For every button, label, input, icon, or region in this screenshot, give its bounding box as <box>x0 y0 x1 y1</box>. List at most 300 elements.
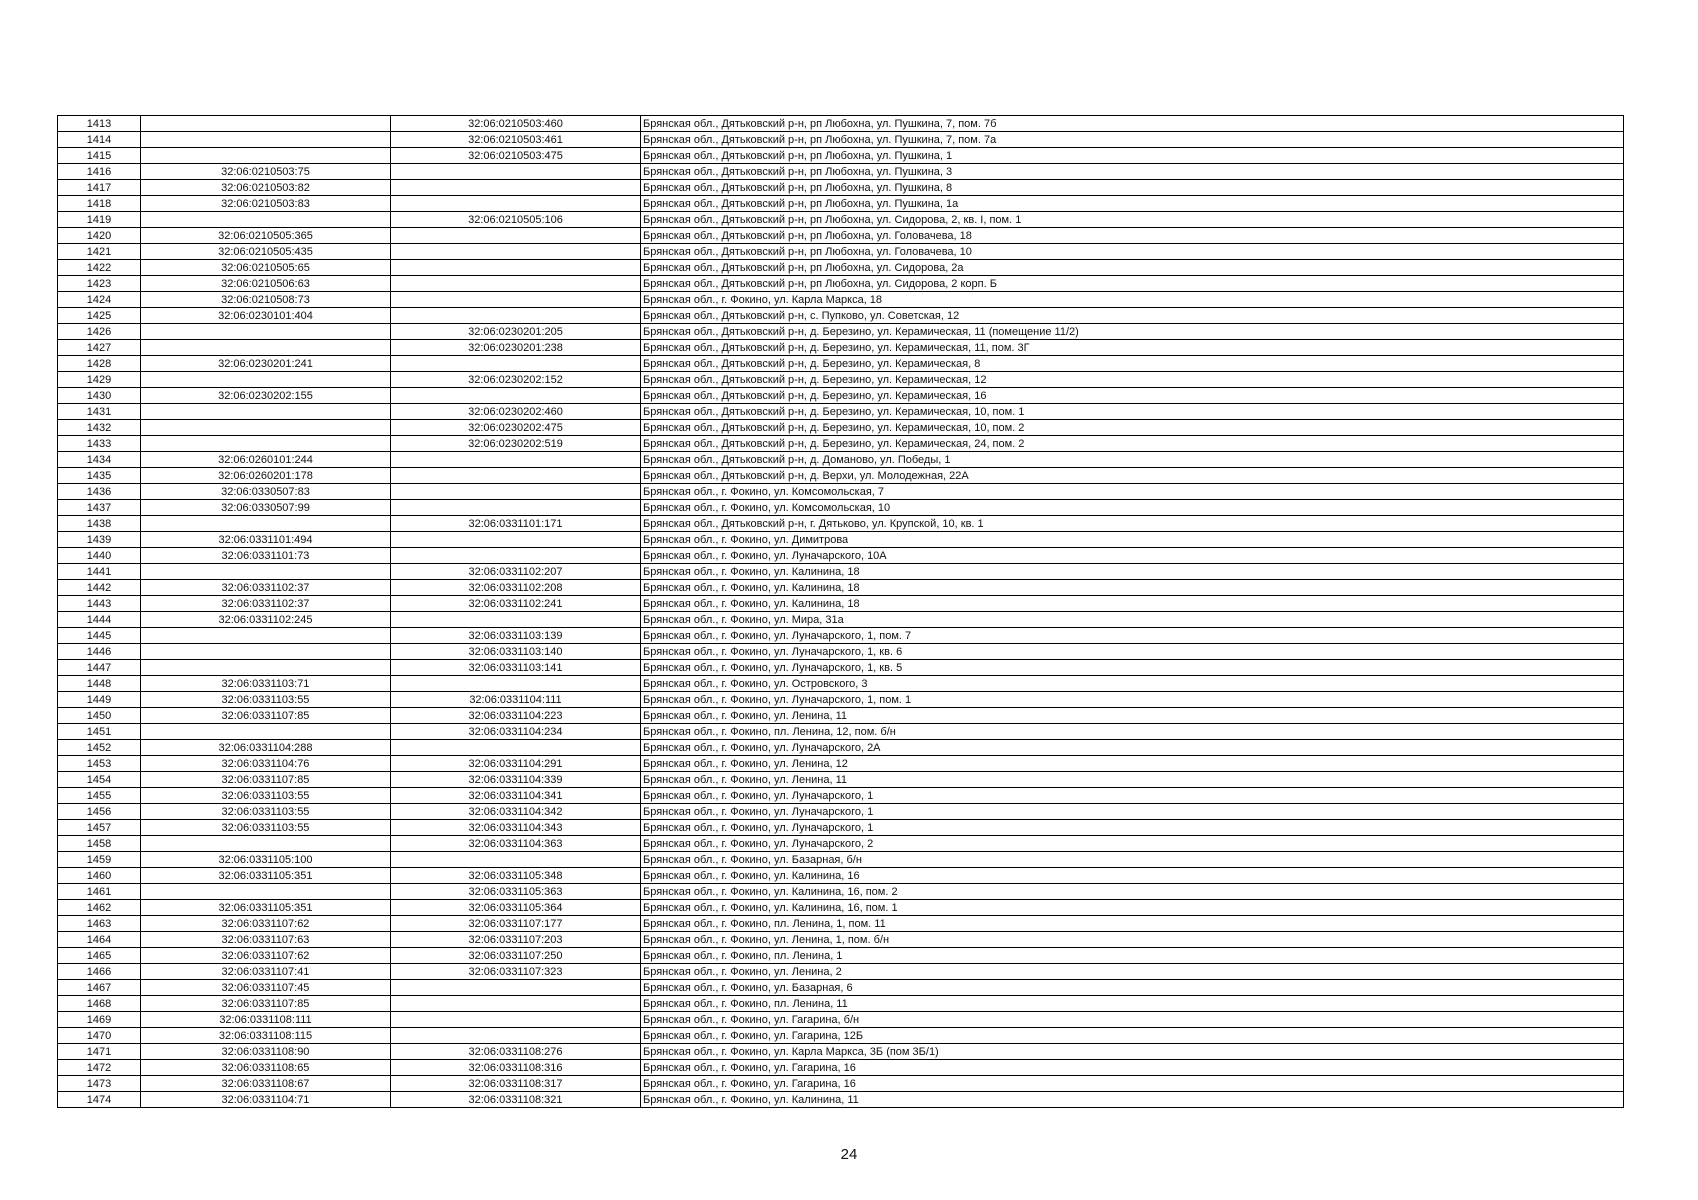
address-cell: Брянская обл., Дятьковский р-н, д. Березино, ул. Керамическая, 10, пом. 1 <box>641 404 1624 420</box>
address-cell: Брянская обл., г. Фокино, ул. Калинина, 18 <box>641 596 1624 612</box>
land-cadastral-number-cell: 32:06:0331107:45 <box>141 980 391 996</box>
table-row <box>58 820 1624 836</box>
table-row <box>58 212 1624 228</box>
address-cell: Брянская обл., г. Фокино, ул. Калинина, 16, пом. 1 <box>641 900 1624 916</box>
building-cadastral-number-cell: 32:06:0230201:238 <box>391 340 641 356</box>
address-cell: Брянская обл., г. Фокино, ул. Калинина, 18 <box>641 564 1624 580</box>
address-cell: Брянская обл., г. Фокино, ул. Карла Маркса, 18 <box>641 292 1624 308</box>
address-cell: Брянская обл., г. Фокино, ул. Ленина, 11 <box>641 708 1624 724</box>
table-row <box>58 1044 1624 1060</box>
row-number-cell: 1413 <box>58 116 141 132</box>
land-cadastral-number-cell: 32:06:0331108:90 <box>141 1044 391 1060</box>
row-number-cell: 1414 <box>58 132 141 148</box>
row-number-cell: 1450 <box>58 708 141 724</box>
table-row <box>58 580 1624 596</box>
address-cell: Брянская обл., Дятьковский р-н, д. Березино, ул. Керамическая, 12 <box>641 372 1624 388</box>
land-cadastral-number-cell: 32:06:0331108:67 <box>141 1076 391 1092</box>
building-cadastral-number-cell: 32:06:0230202:152 <box>391 372 641 388</box>
address-cell: Брянская обл., Дятьковский р-н, д. Березино, ул. Керамическая, 8 <box>641 356 1624 372</box>
building-cadastral-number-cell: 32:06:0331104:342 <box>391 804 641 820</box>
address-cell: Брянская обл., г. Фокино, ул. Комсомольская, 7 <box>641 484 1624 500</box>
row-number-cell: 1457 <box>58 820 141 836</box>
address-cell: Брянская обл., г. Фокино, ул. Мира, 31а <box>641 612 1624 628</box>
table-row <box>58 356 1624 372</box>
row-number-cell: 1443 <box>58 596 141 612</box>
table-row <box>58 484 1624 500</box>
land-cadastral-number-cell <box>141 148 391 164</box>
building-cadastral-number-cell <box>391 180 641 196</box>
building-cadastral-number-cell: 32:06:0331108:276 <box>391 1044 641 1060</box>
row-number-cell: 1451 <box>58 724 141 740</box>
table-row <box>58 116 1624 132</box>
address-cell: Брянская обл., Дятьковский р-н, д. Верхи, ул. Молодежная, 22А <box>641 468 1624 484</box>
row-number-cell: 1438 <box>58 516 141 532</box>
table-row <box>58 260 1624 276</box>
building-cadastral-number-cell: 32:06:0331102:207 <box>391 564 641 580</box>
table-row <box>58 628 1624 644</box>
land-cadastral-number-cell: 32:06:0331105:351 <box>141 868 391 884</box>
row-number-cell: 1422 <box>58 260 141 276</box>
row-number-cell: 1471 <box>58 1044 141 1060</box>
row-number-cell: 1427 <box>58 340 141 356</box>
address-cell: Брянская обл., г. Фокино, ул. Калинина, 16, пом. 2 <box>641 884 1624 900</box>
row-number-cell: 1433 <box>58 436 141 452</box>
row-number-cell: 1434 <box>58 452 141 468</box>
building-cadastral-number-cell <box>391 244 641 260</box>
land-cadastral-number-cell: 32:06:0331103:55 <box>141 820 391 836</box>
table-row <box>58 804 1624 820</box>
table-row <box>58 772 1624 788</box>
table-row <box>58 980 1624 996</box>
address-cell: Брянская обл., Дятьковский р-н, рп Любохна, ул. Сидорова, 2, кв. I, пом. 1 <box>641 212 1624 228</box>
table-row <box>58 308 1624 324</box>
row-number-cell: 1425 <box>58 308 141 324</box>
row-number-cell: 1423 <box>58 276 141 292</box>
building-cadastral-number-cell: 32:06:0230202:475 <box>391 420 641 436</box>
table-row <box>58 324 1624 340</box>
land-cadastral-number-cell: 32:06:0331107:41 <box>141 964 391 980</box>
row-number-cell: 1430 <box>58 388 141 404</box>
land-cadastral-number-cell: 32:06:0210505:65 <box>141 260 391 276</box>
land-cadastral-number-cell: 32:06:0331103:55 <box>141 788 391 804</box>
row-number-cell: 1455 <box>58 788 141 804</box>
land-cadastral-number-cell: 32:06:0331102:245 <box>141 612 391 628</box>
address-cell: Брянская обл., Дятьковский р-н, г. Дятьково, ул. Крупской, 10, кв. 1 <box>641 516 1624 532</box>
address-cell: Брянская обл., Дятьковский р-н, рп Любохна, ул. Пушкина, 1а <box>641 196 1624 212</box>
table-row <box>58 996 1624 1012</box>
building-cadastral-number-cell <box>391 1012 641 1028</box>
address-cell: Брянская обл., г. Фокино, ул. Луначарского, 1, пом. 7 <box>641 628 1624 644</box>
row-number-cell: 1437 <box>58 500 141 516</box>
table-row <box>58 228 1624 244</box>
table-row <box>58 932 1624 948</box>
table-row <box>58 452 1624 468</box>
address-cell: Брянская обл., Дятьковский р-н, рп Любохна, ул. Головачева, 10 <box>641 244 1624 260</box>
building-cadastral-number-cell: 32:06:0331104:111 <box>391 692 641 708</box>
table-row <box>58 1012 1624 1028</box>
land-cadastral-number-cell: 32:06:0331103:55 <box>141 692 391 708</box>
table-row <box>58 868 1624 884</box>
row-number-cell: 1448 <box>58 676 141 692</box>
address-cell: Брянская обл., Дятьковский р-н, рп Любохна, ул. Пушкина, 3 <box>641 164 1624 180</box>
row-number-cell: 1446 <box>58 644 141 660</box>
row-number-cell: 1470 <box>58 1028 141 1044</box>
land-cadastral-number-cell: 32:06:0230101:404 <box>141 308 391 324</box>
row-number-cell: 1429 <box>58 372 141 388</box>
table-row <box>58 164 1624 180</box>
land-cadastral-number-cell: 32:06:0331107:85 <box>141 996 391 1012</box>
row-number-cell: 1421 <box>58 244 141 260</box>
address-cell: Брянская обл., Дятьковский р-н, с. Пупково, ул. Советская, 12 <box>641 308 1624 324</box>
building-cadastral-number-cell <box>391 468 641 484</box>
building-cadastral-number-cell <box>391 532 641 548</box>
building-cadastral-number-cell: 32:06:0331103:140 <box>391 644 641 660</box>
land-cadastral-number-cell: 32:06:0210505:365 <box>141 228 391 244</box>
land-cadastral-number-cell: 32:06:0210503:75 <box>141 164 391 180</box>
building-cadastral-number-cell <box>391 852 641 868</box>
address-cell: Брянская обл., Дятьковский р-н, рп Любохна, ул. Сидорова, 2 корп. Б <box>641 276 1624 292</box>
building-cadastral-number-cell <box>391 292 641 308</box>
address-cell: Брянская обл., Дятьковский р-н, д. Доманово, ул. Победы, 1 <box>641 452 1624 468</box>
land-cadastral-number-cell: 32:06:0330507:99 <box>141 500 391 516</box>
land-cadastral-number-cell <box>141 884 391 900</box>
address-cell: Брянская обл., г. Фокино, ул. Базарная, 6 <box>641 980 1624 996</box>
building-cadastral-number-cell <box>391 452 641 468</box>
building-cadastral-number-cell: 32:06:0331105:364 <box>391 900 641 916</box>
table-row <box>58 180 1624 196</box>
table-row <box>58 292 1624 308</box>
row-number-cell: 1466 <box>58 964 141 980</box>
table-row <box>58 836 1624 852</box>
row-number-cell: 1417 <box>58 180 141 196</box>
address-cell: Брянская обл., г. Фокино, ул. Луначарского, 2А <box>641 740 1624 756</box>
building-cadastral-number-cell <box>391 228 641 244</box>
row-number-cell: 1428 <box>58 356 141 372</box>
land-cadastral-number-cell: 32:06:0331107:62 <box>141 948 391 964</box>
row-number-cell: 1473 <box>58 1076 141 1092</box>
row-number-cell: 1467 <box>58 980 141 996</box>
building-cadastral-number-cell: 32:06:0331108:321 <box>391 1092 641 1108</box>
land-cadastral-number-cell: 32:06:0260201:178 <box>141 468 391 484</box>
building-cadastral-number-cell <box>391 276 641 292</box>
table-row <box>58 884 1624 900</box>
row-number-cell: 1452 <box>58 740 141 756</box>
address-cell: Брянская обл., Дятьковский р-н, рп Любохна, ул. Пушкина, 7, пом. 7а <box>641 132 1624 148</box>
table-row <box>58 276 1624 292</box>
building-cadastral-number-cell: 32:06:0331108:316 <box>391 1060 641 1076</box>
table-row <box>58 1028 1624 1044</box>
table-row <box>58 916 1624 932</box>
row-number-cell: 1462 <box>58 900 141 916</box>
address-cell: Брянская обл., г. Фокино, ул. Гагарина, 12Б <box>641 1028 1624 1044</box>
land-cadastral-number-cell: 32:06:0331107:63 <box>141 932 391 948</box>
table-row <box>58 244 1624 260</box>
row-number-cell: 1468 <box>58 996 141 1012</box>
building-cadastral-number-cell: 32:06:0230202:519 <box>391 436 641 452</box>
table-row <box>58 548 1624 564</box>
row-number-cell: 1445 <box>58 628 141 644</box>
table-row <box>58 516 1624 532</box>
table-row <box>58 468 1624 484</box>
land-cadastral-number-cell <box>141 644 391 660</box>
address-cell: Брянская обл., г. Фокино, ул. Луначарского, 1, пом. 1 <box>641 692 1624 708</box>
row-number-cell: 1432 <box>58 420 141 436</box>
address-cell: Брянская обл., г. Фокино, ул. Ленина, 11 <box>641 772 1624 788</box>
building-cadastral-number-cell <box>391 996 641 1012</box>
row-number-cell: 1464 <box>58 932 141 948</box>
building-cadastral-number-cell <box>391 260 641 276</box>
building-cadastral-number-cell: 32:06:0230202:460 <box>391 404 641 420</box>
address-cell: Брянская обл., Дятьковский р-н, рп Любохна, ул. Пушкина, 7, пом. 7б <box>641 116 1624 132</box>
land-cadastral-number-cell: 32:06:0331107:62 <box>141 916 391 932</box>
building-cadastral-number-cell <box>391 308 641 324</box>
land-cadastral-number-cell: 32:06:0331108:111 <box>141 1012 391 1028</box>
row-number-cell: 1463 <box>58 916 141 932</box>
building-cadastral-number-cell <box>391 676 641 692</box>
row-number-cell: 1416 <box>58 164 141 180</box>
table-row <box>58 724 1624 740</box>
land-cadastral-number-cell: 32:06:0331107:85 <box>141 772 391 788</box>
row-number-cell: 1435 <box>58 468 141 484</box>
building-cadastral-number-cell: 32:06:0331105:363 <box>391 884 641 900</box>
address-cell: Брянская обл., г. Фокино, пл. Ленина, 11 <box>641 996 1624 1012</box>
building-cadastral-number-cell <box>391 740 641 756</box>
land-cadastral-number-cell: 32:06:0331108:65 <box>141 1060 391 1076</box>
building-cadastral-number-cell: 32:06:0331107:203 <box>391 932 641 948</box>
address-cell: Брянская обл., г. Фокино, ул. Луначарского, 1 <box>641 804 1624 820</box>
building-cadastral-number-cell: 32:06:0331105:348 <box>391 868 641 884</box>
land-cadastral-number-cell: 32:06:0210505:435 <box>141 244 391 260</box>
register-table-body <box>58 116 1624 1108</box>
land-cadastral-number-cell: 32:06:0210503:83 <box>141 196 391 212</box>
land-cadastral-number-cell <box>141 436 391 452</box>
table-row <box>58 532 1624 548</box>
building-cadastral-number-cell <box>391 1028 641 1044</box>
land-cadastral-number-cell: 32:06:0331105:351 <box>141 900 391 916</box>
address-cell: Брянская обл., г. Фокино, ул. Ленина, 12 <box>641 756 1624 772</box>
address-cell: Брянская обл., г. Фокино, ул. Димитрова <box>641 532 1624 548</box>
row-number-cell: 1426 <box>58 324 141 340</box>
table-row <box>58 740 1624 756</box>
address-cell: Брянская обл., г. Фокино, ул. Островского, 3 <box>641 676 1624 692</box>
address-cell: Брянская обл., г. Фокино, ул. Калинина, 11 <box>641 1092 1624 1108</box>
table-row <box>58 852 1624 868</box>
address-cell: Брянская обл., г. Фокино, ул. Гагарина, 16 <box>641 1060 1624 1076</box>
address-cell: Брянская обл., г. Фокино, ул. Карла Маркса, 3Б (пом 3Б/1) <box>641 1044 1624 1060</box>
address-cell: Брянская обл., г. Фокино, ул. Гагарина, б/н <box>641 1012 1624 1028</box>
address-cell: Брянская обл., г. Фокино, ул. Комсомольская, 10 <box>641 500 1624 516</box>
table-row <box>58 1092 1624 1108</box>
building-cadastral-number-cell: 32:06:0210503:475 <box>391 148 641 164</box>
land-cadastral-number-cell: 32:06:0331104:288 <box>141 740 391 756</box>
land-cadastral-number-cell: 32:06:0331105:100 <box>141 852 391 868</box>
page-number: 24 <box>840 1146 858 1163</box>
address-cell: Брянская обл., Дятьковский р-н, д. Березино, ул. Керамическая, 11, пом. 3Г <box>641 340 1624 356</box>
table-row <box>58 692 1624 708</box>
address-cell: Брянская обл., г. Фокино, ул. Луначарского, 1, кв. 5 <box>641 660 1624 676</box>
table-row <box>58 340 1624 356</box>
building-cadastral-number-cell <box>391 980 641 996</box>
row-number-cell: 1420 <box>58 228 141 244</box>
land-cadastral-number-cell: 32:06:0331104:76 <box>141 756 391 772</box>
row-number-cell: 1454 <box>58 772 141 788</box>
table-row <box>58 596 1624 612</box>
address-cell: Брянская обл., г. Фокино, ул. Калинина, 18 <box>641 580 1624 596</box>
row-number-cell: 1449 <box>58 692 141 708</box>
row-number-cell: 1431 <box>58 404 141 420</box>
table-row <box>58 788 1624 804</box>
address-cell: Брянская обл., Дятьковский р-н, рп Любохна, ул. Сидорова, 2а <box>641 260 1624 276</box>
building-cadastral-number-cell: 32:06:0331104:343 <box>391 820 641 836</box>
land-cadastral-number-cell <box>141 420 391 436</box>
address-cell: Брянская обл., Дятьковский р-н, рп Любохна, ул. Головачева, 18 <box>641 228 1624 244</box>
land-cadastral-number-cell: 32:06:0331101:73 <box>141 548 391 564</box>
table-row <box>58 420 1624 436</box>
row-number-cell: 1436 <box>58 484 141 500</box>
address-cell: Брянская обл., Дятьковский р-н, д. Березино, ул. Керамическая, 10, пом. 2 <box>641 420 1624 436</box>
building-cadastral-number-cell: 32:06:0331102:208 <box>391 580 641 596</box>
address-cell: Брянская обл., Дятьковский р-н, д. Березино, ул. Керамическая, 24, пом. 2 <box>641 436 1624 452</box>
address-cell: Брянская обл., г. Фокино, ул. Луначарского, 1, кв. 6 <box>641 644 1624 660</box>
land-cadastral-number-cell: 32:06:0230201:241 <box>141 356 391 372</box>
land-cadastral-number-cell <box>141 132 391 148</box>
table-row <box>58 404 1624 420</box>
land-cadastral-number-cell: 32:06:0330507:83 <box>141 484 391 500</box>
table-row <box>58 132 1624 148</box>
address-cell: Брянская обл., г. Фокино, ул. Луначарского, 10А <box>641 548 1624 564</box>
building-cadastral-number-cell: 32:06:0331104:234 <box>391 724 641 740</box>
land-cadastral-number-cell <box>141 516 391 532</box>
property-register-table <box>57 115 1624 1108</box>
row-number-cell: 1461 <box>58 884 141 900</box>
building-cadastral-number-cell <box>391 356 641 372</box>
land-cadastral-number-cell: 32:06:0331101:494 <box>141 532 391 548</box>
row-number-cell: 1439 <box>58 532 141 548</box>
table-row <box>58 1076 1624 1092</box>
building-cadastral-number-cell: 32:06:0331103:139 <box>391 628 641 644</box>
building-cadastral-number-cell: 32:06:0331104:223 <box>391 708 641 724</box>
land-cadastral-number-cell <box>141 212 391 228</box>
land-cadastral-number-cell: 32:06:0210503:82 <box>141 180 391 196</box>
table-row <box>58 676 1624 692</box>
address-cell: Брянская обл., Дятьковский р-н, рп Любохна, ул. Пушкина, 8 <box>641 180 1624 196</box>
address-cell: Брянская обл., Дятьковский р-н, рп Любохна, ул. Пушкина, 1 <box>641 148 1624 164</box>
land-cadastral-number-cell <box>141 372 391 388</box>
address-cell: Брянская обл., г. Фокино, ул. Ленина, 2 <box>641 964 1624 980</box>
address-cell: Брянская обл., г. Фокино, ул. Гагарина, 16 <box>641 1076 1624 1092</box>
row-number-cell: 1459 <box>58 852 141 868</box>
building-cadastral-number-cell <box>391 612 641 628</box>
row-number-cell: 1453 <box>58 756 141 772</box>
land-cadastral-number-cell <box>141 836 391 852</box>
building-cadastral-number-cell: 32:06:0331103:141 <box>391 660 641 676</box>
land-cadastral-number-cell: 32:06:0331103:71 <box>141 676 391 692</box>
table-row <box>58 756 1624 772</box>
address-cell: Брянская обл., Дятьковский р-н, д. Березино, ул. Керамическая, 11 (помещение 11/2) <box>641 324 1624 340</box>
land-cadastral-number-cell: 32:06:0331104:71 <box>141 1092 391 1108</box>
building-cadastral-number-cell: 32:06:0331104:339 <box>391 772 641 788</box>
table-row <box>58 500 1624 516</box>
land-cadastral-number-cell <box>141 660 391 676</box>
building-cadastral-number-cell: 32:06:0210503:460 <box>391 116 641 132</box>
building-cadastral-number-cell <box>391 500 641 516</box>
table-row <box>58 196 1624 212</box>
building-cadastral-number-cell: 32:06:0331104:341 <box>391 788 641 804</box>
building-cadastral-number-cell <box>391 484 641 500</box>
row-number-cell: 1440 <box>58 548 141 564</box>
building-cadastral-number-cell: 32:06:0331104:291 <box>391 756 641 772</box>
land-cadastral-number-cell <box>141 324 391 340</box>
table-row <box>58 948 1624 964</box>
land-cadastral-number-cell <box>141 724 391 740</box>
table-row <box>58 436 1624 452</box>
address-cell: Брянская обл., г. Фокино, пл. Ленина, 12, пом. б/н <box>641 724 1624 740</box>
building-cadastral-number-cell: 32:06:0331108:317 <box>391 1076 641 1092</box>
land-cadastral-number-cell: 32:06:0331102:37 <box>141 596 391 612</box>
land-cadastral-number-cell <box>141 404 391 420</box>
address-cell: Брянская обл., г. Фокино, ул. Луначарского, 1 <box>641 820 1624 836</box>
row-number-cell: 1444 <box>58 612 141 628</box>
land-cadastral-number-cell: 32:06:0331103:55 <box>141 804 391 820</box>
row-number-cell: 1419 <box>58 212 141 228</box>
table-row <box>58 612 1624 628</box>
building-cadastral-number-cell: 32:06:0210505:106 <box>391 212 641 228</box>
row-number-cell: 1442 <box>58 580 141 596</box>
table-row <box>58 148 1624 164</box>
row-number-cell: 1458 <box>58 836 141 852</box>
row-number-cell: 1465 <box>58 948 141 964</box>
building-cadastral-number-cell <box>391 548 641 564</box>
land-cadastral-number-cell <box>141 564 391 580</box>
table-row <box>58 644 1624 660</box>
building-cadastral-number-cell: 32:06:0230201:205 <box>391 324 641 340</box>
address-cell: Брянская обл., г. Фокино, ул. Луначарского, 1 <box>641 788 1624 804</box>
building-cadastral-number-cell: 32:06:0331101:171 <box>391 516 641 532</box>
land-cadastral-number-cell <box>141 116 391 132</box>
address-cell: Брянская обл., г. Фокино, ул. Калинина, 16 <box>641 868 1624 884</box>
row-number-cell: 1469 <box>58 1012 141 1028</box>
row-number-cell: 1460 <box>58 868 141 884</box>
address-cell: Брянская обл., г. Фокино, ул. Луначарского, 2 <box>641 836 1624 852</box>
table-row <box>58 964 1624 980</box>
row-number-cell: 1456 <box>58 804 141 820</box>
table-row <box>58 900 1624 916</box>
row-number-cell: 1474 <box>58 1092 141 1108</box>
row-number-cell: 1418 <box>58 196 141 212</box>
land-cadastral-number-cell <box>141 340 391 356</box>
land-cadastral-number-cell: 32:06:0210508:73 <box>141 292 391 308</box>
row-number-cell: 1424 <box>58 292 141 308</box>
building-cadastral-number-cell: 32:06:0331102:241 <box>391 596 641 612</box>
row-number-cell: 1447 <box>58 660 141 676</box>
land-cadastral-number-cell: 32:06:0331102:37 <box>141 580 391 596</box>
building-cadastral-number-cell <box>391 388 641 404</box>
table-row <box>58 564 1624 580</box>
table-row <box>58 660 1624 676</box>
building-cadastral-number-cell: 32:06:0210503:461 <box>391 132 641 148</box>
building-cadastral-number-cell: 32:06:0331107:250 <box>391 948 641 964</box>
table-row <box>58 1060 1624 1076</box>
table-row <box>58 708 1624 724</box>
building-cadastral-number-cell <box>391 196 641 212</box>
address-cell: Брянская обл., г. Фокино, пл. Ленина, 1 <box>641 948 1624 964</box>
land-cadastral-number-cell: 32:06:0260101:244 <box>141 452 391 468</box>
land-cadastral-number-cell: 32:06:0230202:155 <box>141 388 391 404</box>
address-cell: Брянская обл., г. Фокино, ул. Базарная, б/н <box>641 852 1624 868</box>
building-cadastral-number-cell: 32:06:0331104:363 <box>391 836 641 852</box>
address-cell: Брянская обл., г. Фокино, ул. Ленина, 1, пом. б/н <box>641 932 1624 948</box>
land-cadastral-number-cell: 32:06:0331107:85 <box>141 708 391 724</box>
